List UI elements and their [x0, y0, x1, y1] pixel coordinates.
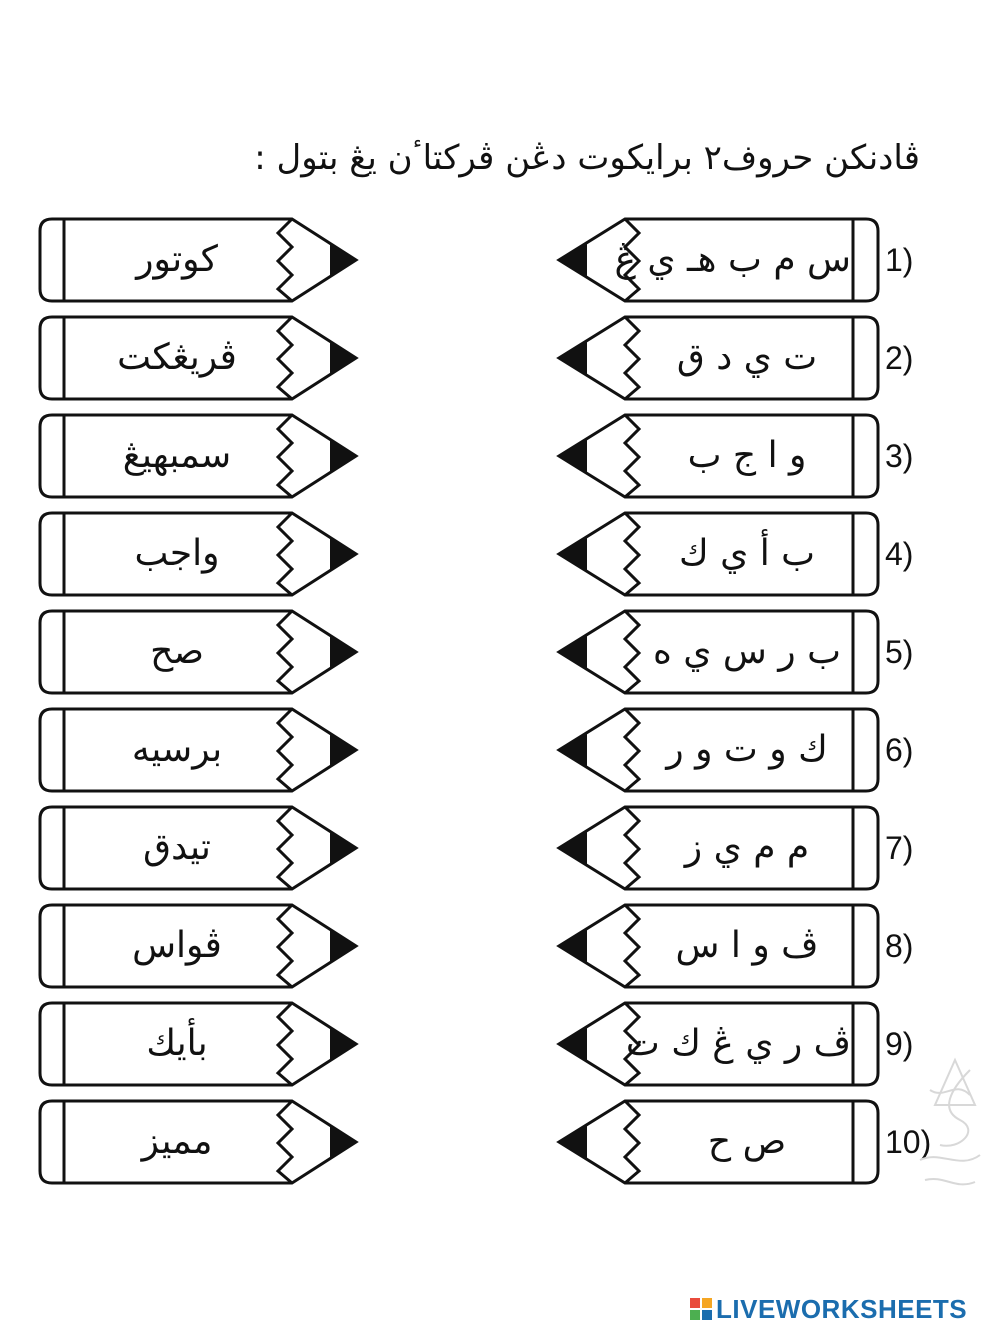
scrambled-letters-text: ب أ ي ك	[678, 533, 816, 574]
letters-pencil[interactable]	[555, 803, 880, 893]
word-pencil[interactable]	[38, 803, 358, 893]
letters-pencil[interactable]	[555, 411, 880, 501]
scrambled-letters-text: ص ح	[707, 1121, 787, 1162]
row-number: 6)	[885, 732, 914, 768]
letters-pencil[interactable]	[555, 901, 880, 991]
word-text: ڤريڠكت	[117, 337, 237, 378]
row-number: 4)	[885, 536, 914, 572]
row-number: 2)	[885, 340, 914, 376]
liveworksheets-footer	[690, 1292, 990, 1326]
word-pencil[interactable]	[38, 313, 358, 403]
decorative-calligraphy-watermark	[900, 1050, 995, 1200]
word-text: واجب	[134, 533, 220, 574]
scrambled-letters-text: ب ر س ي ه	[652, 631, 842, 672]
scrambled-letters-text: ڤ ر ي ڠ ك ت	[625, 1023, 851, 1064]
word-text: ڤواس	[132, 925, 222, 966]
row-number: 8)	[885, 928, 914, 964]
liveworksheets-logo-icon	[690, 1298, 712, 1320]
word-text: مميز	[141, 1121, 213, 1162]
matching-row	[0, 607, 1000, 697]
row-number: 7)	[885, 830, 914, 866]
row-number: 3)	[885, 438, 914, 474]
matching-row	[0, 509, 1000, 599]
word-text: سمبهيڠ	[122, 435, 232, 476]
matching-row	[0, 313, 1000, 403]
word-pencil[interactable]	[38, 607, 358, 697]
matching-row	[0, 1097, 1000, 1187]
word-pencil[interactable]	[38, 411, 358, 501]
matching-row	[0, 215, 1000, 305]
row-number: 5)	[885, 634, 914, 670]
word-pencil[interactable]	[38, 1097, 358, 1187]
word-pencil[interactable]	[38, 705, 358, 795]
matching-row	[0, 999, 1000, 1089]
word-pencil[interactable]	[38, 509, 358, 599]
matching-row	[0, 803, 1000, 893]
scrambled-letters-text: س م ب هـ ي ڠ	[614, 239, 851, 280]
scrambled-letters-text: ت ي د ق	[676, 337, 818, 378]
worksheet-instruction: ڤادنكن حروف٢ برايكوت دڠن ڤركتاٴن يڠ بتول :	[254, 138, 920, 178]
matching-row	[0, 901, 1000, 991]
word-text: كوتور	[136, 239, 218, 280]
letters-pencil[interactable]	[555, 215, 880, 305]
scrambled-letters-text: ك و ت و ر	[666, 729, 828, 770]
scrambled-letters-text: و ا ج ب	[687, 435, 807, 476]
letters-pencil[interactable]	[555, 313, 880, 403]
word-pencil[interactable]	[38, 999, 358, 1089]
scrambled-letters-text: م م ي ز	[684, 827, 810, 868]
row-number: 9)	[885, 1026, 914, 1062]
word-pencil[interactable]	[38, 901, 358, 991]
letters-pencil[interactable]	[555, 607, 880, 697]
matching-row	[0, 411, 1000, 501]
letters-pencil[interactable]	[555, 1097, 880, 1187]
word-text: برسيه	[131, 729, 223, 770]
row-number: 1)	[885, 242, 914, 278]
scrambled-letters-text: ڤ و ا س	[675, 925, 819, 966]
liveworksheets-brand: LIVEWORKSHEETS	[716, 1294, 968, 1324]
matching-row	[0, 705, 1000, 795]
row-number: 10)	[885, 1124, 932, 1160]
letters-pencil[interactable]	[555, 509, 880, 599]
letters-pencil[interactable]	[555, 999, 880, 1089]
word-text: بأيك	[146, 1023, 208, 1064]
word-pencil[interactable]	[38, 215, 358, 305]
letters-pencil[interactable]	[555, 705, 880, 795]
word-text: تيدق	[143, 827, 211, 868]
word-text: صح	[150, 631, 204, 672]
